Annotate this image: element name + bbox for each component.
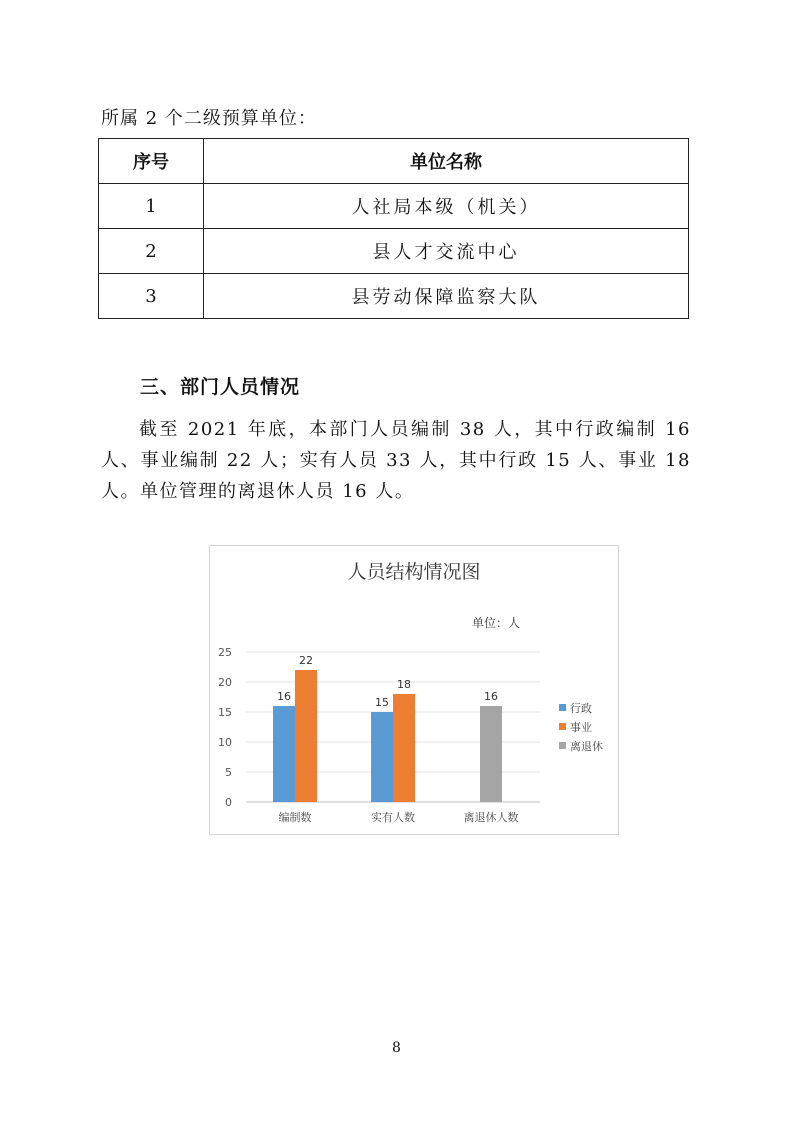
row-index: 3	[99, 274, 204, 319]
bar-行政	[371, 712, 393, 802]
legend-swatch-事业	[559, 723, 566, 730]
row-unit-name: 县人才交流中心	[204, 229, 689, 274]
y-tick-label: 5	[225, 766, 232, 779]
bar-事业	[393, 694, 415, 802]
bar-value-label: 18	[397, 678, 411, 691]
bar-事业	[295, 670, 317, 802]
x-category-label: 实有人数	[371, 811, 415, 824]
bar-value-label: 15	[375, 696, 389, 709]
bar-行政	[273, 706, 295, 802]
intro-text: 所属 2 个二级预算单位：	[101, 108, 317, 129]
bar-value-label: 16	[277, 690, 291, 703]
header-unit-name: 单位名称	[204, 139, 689, 184]
x-category-label: 编制数	[278, 811, 312, 824]
table-header-row	[99, 139, 689, 184]
y-tick-label: 10	[218, 736, 232, 749]
legend-swatch-行政	[559, 704, 566, 711]
header-index: 序号	[99, 139, 204, 184]
table-row	[99, 229, 689, 274]
row-unit-name: 人社局本级（机关）	[204, 184, 689, 229]
chart-plot-area	[218, 646, 603, 824]
row-index: 1	[99, 184, 204, 229]
y-tick-label: 25	[218, 646, 232, 659]
section-title: 三、部门人员情况	[140, 376, 301, 398]
y-tick-label: 0	[225, 796, 232, 809]
x-category-label: 离退休人数	[463, 811, 519, 824]
row-unit-name: 县劳动保障监察大队	[204, 274, 689, 319]
row-index: 2	[99, 229, 204, 274]
table-row	[99, 184, 689, 229]
y-tick-label: 20	[218, 676, 232, 689]
bar-离退休	[480, 706, 502, 802]
y-tick-label: 15	[218, 706, 232, 719]
bar-value-label: 16	[484, 690, 498, 703]
staff-paragraph	[101, 414, 691, 507]
legend-label: 离退休	[570, 740, 603, 753]
paragraph-text: 截至 2021 年底，本部门人员编制 38 人，其中行政编制 16 人、事业编制 22 人；实有人员 33 人，其中行政 15 人、事业 18 人。单位管理的离退休人员 16 人。	[101, 419, 691, 502]
staff-chart	[209, 545, 619, 835]
legend-label: 行政	[570, 702, 592, 715]
legend-swatch-离退休	[559, 742, 566, 749]
chart-unit-label: 单位：人	[472, 616, 521, 630]
bar-value-label: 22	[299, 654, 313, 667]
legend-label: 事业	[570, 721, 592, 734]
chart-title: 人员结构情况图	[347, 561, 481, 583]
chart-svg	[210, 546, 618, 834]
budget-units-table	[98, 138, 689, 319]
table-row	[99, 274, 689, 319]
page-number: 8	[392, 1040, 401, 1056]
